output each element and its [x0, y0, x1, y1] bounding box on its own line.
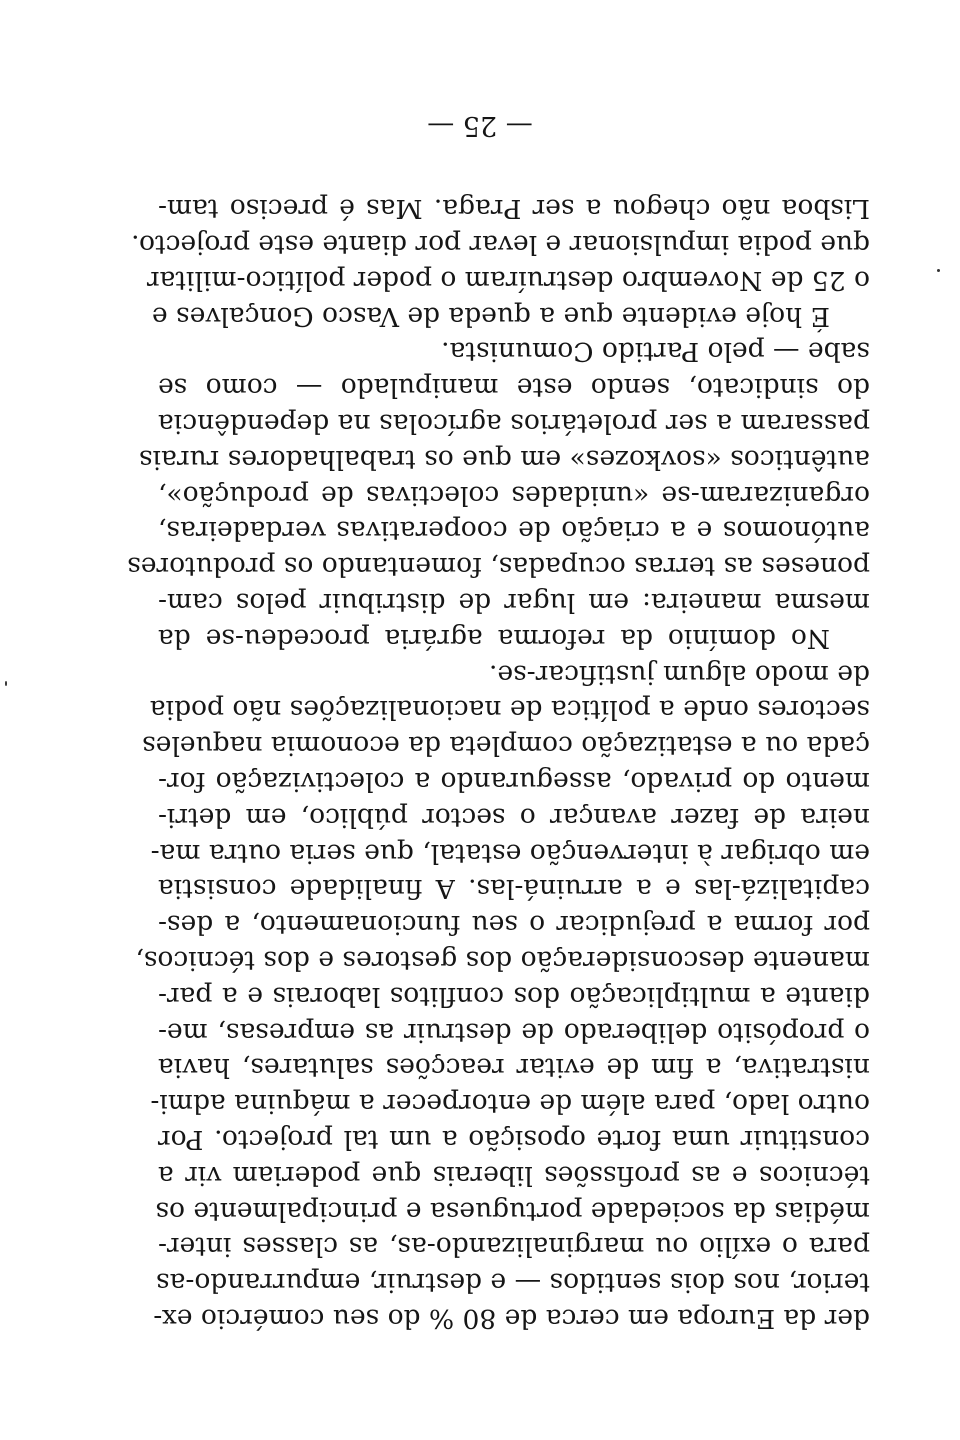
text-line: neira de fazer avançar o sector público, em detri- — [158, 801, 870, 833]
text-line: nistrativa, a fim de evitar reacções salutares, havia — [158, 1052, 870, 1084]
text-line: que podia impulsionar e levar por diante este projecto. — [131, 229, 870, 261]
text-line: outro lado, para além de entorpecer a máquina admi- — [150, 1088, 870, 1120]
text-line: do sindicato, sendo este manipulado — como se — [158, 372, 870, 404]
text-line: sectores onde a política de nacionalizações não podia — [149, 694, 870, 726]
text-line: em obrigar à intervenção estatal, que seria outra ma- — [150, 837, 870, 869]
text-line: terior, nos dois sentidos — e destruir, empurrando-as — [156, 1267, 870, 1299]
text-line: mesma maneira: em lugar de distribuir pelos cam- — [158, 587, 870, 619]
text-line: o propósito deliberado de destruir as empresas, me- — [158, 1016, 870, 1048]
body-text — [127, 191, 870, 1337]
text-line: É hoje evidente que a queda de Vasco Gonçalves e — [151, 300, 830, 332]
text-line: No domínio da reforma agrária procedeu-se da — [158, 622, 830, 654]
text-line: de modo algum justificar-se. — [488, 658, 870, 690]
text-line: diante a multiplicação dos conflitos laborais e a par- — [158, 980, 870, 1012]
page-number: — 25 — — [427, 110, 533, 141]
scan-speck — [937, 269, 940, 272]
text-line: o 25 de Novembro destruíram o poder político-militar — [146, 264, 870, 296]
text-line: poneses as terras ocupadas, fomentando os produtores — [127, 551, 870, 583]
text-line: passaram a ser proletários agrícolas na dependência — [158, 408, 870, 440]
text-line: capitalizá-las e a arruiná-las. A finalidade consistia — [158, 873, 870, 905]
text-line: der da Europa em cerca de 80 % do seu comércio ex- — [153, 1303, 870, 1334]
text-line: autênticos «sovkozes» em que os trabalhadores rurais — [139, 443, 870, 475]
text-line: sabe — pelo Partido Comunista. — [441, 336, 870, 368]
text-line: mento do privado, assegurando a colectivização for- — [158, 766, 870, 798]
text-line: por forma a prejudicar o seu funcionamento, a des- — [158, 909, 870, 941]
text-line: médias da sociedade portuguesa e principalmente os — [155, 1195, 870, 1227]
text-line: técnicos e as profissões liberais que poderiam vir a — [158, 1159, 870, 1191]
text-line: para o exílio ou marginalizando-as, as classes inter- — [158, 1231, 870, 1263]
text-line: constituir uma forte oposição a um tal projecto. Por — [158, 1124, 870, 1156]
text-line: çada ou a estatização completa da economia naqueles — [142, 730, 870, 762]
text-line: manente desconsideração dos gestores e dos técnicos, — [135, 945, 870, 977]
text-line: Lisboa não chegou a ser Praga. Mas é preciso tam- — [158, 193, 870, 225]
text-line: organizaram-se «unidades colectivas de produção», — [158, 479, 870, 511]
text-line: autónomos e a criação de cooperativas verdadeiras, — [158, 515, 870, 547]
scan-speck — [5, 681, 7, 686]
